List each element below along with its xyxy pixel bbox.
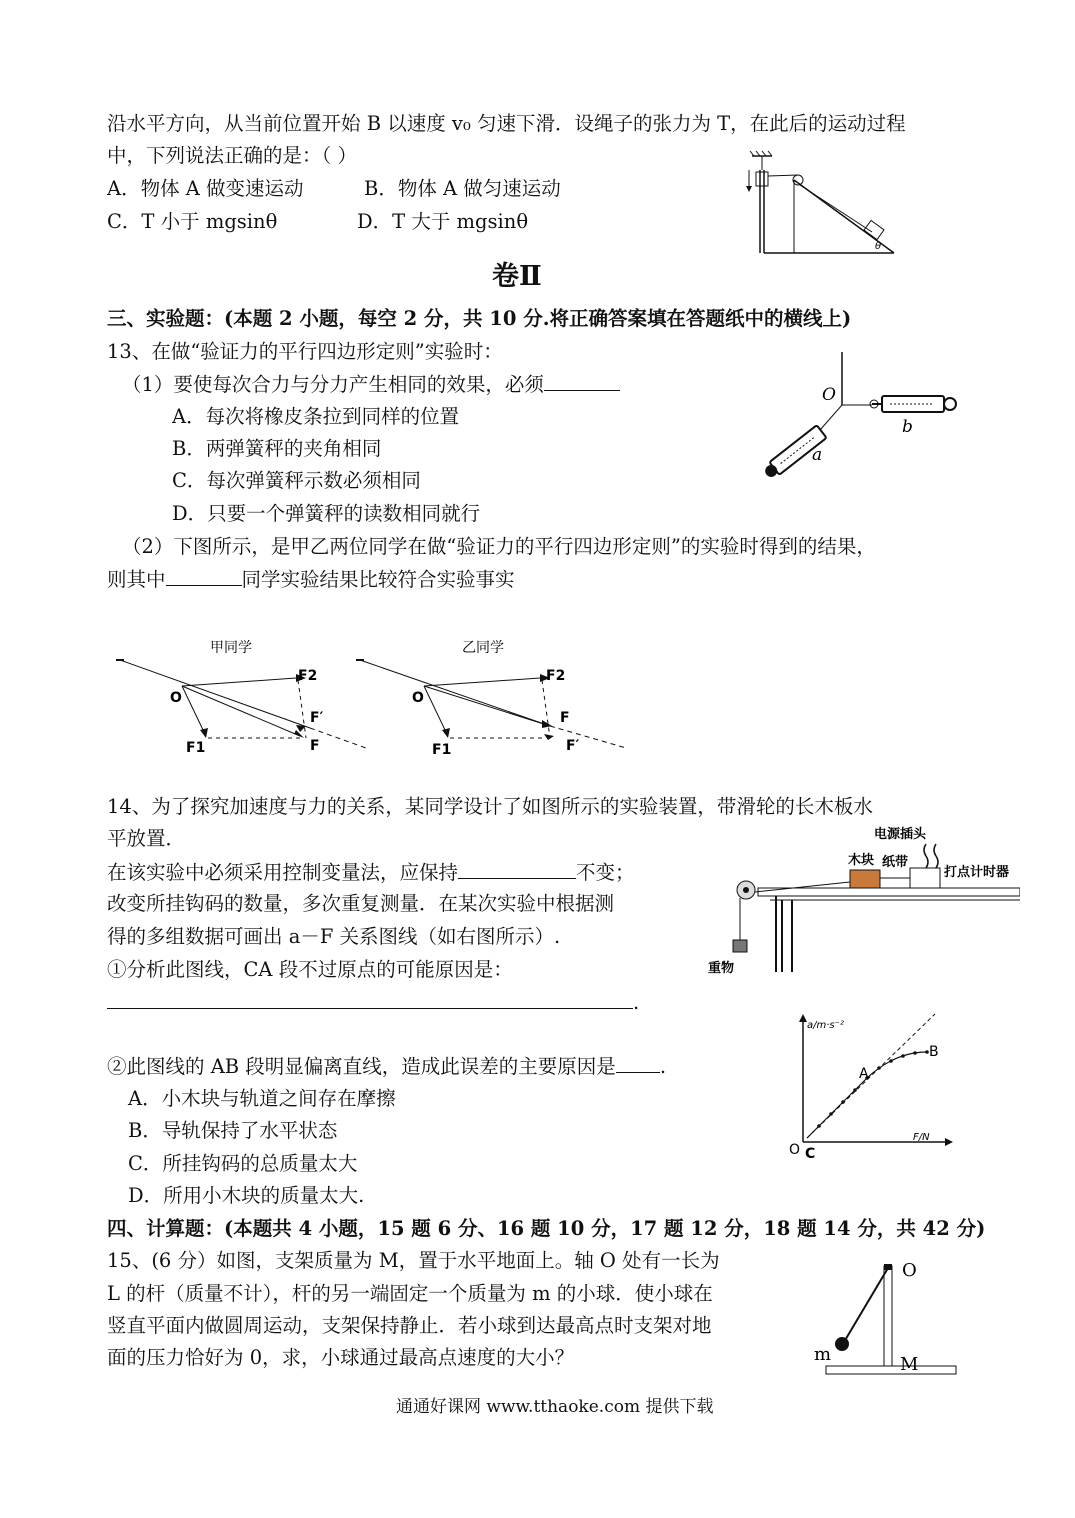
- q14-answer-blank-2[interactable]: [107, 990, 633, 1009]
- q15-line4: 面的压力恰好为 0，求，小球通过最高点速度的大小？: [107, 1346, 575, 1369]
- q13-part2-line2: 则其中 同学实验结果比较符合实验事实: [107, 568, 515, 591]
- q13-part1: （1）要使每次合力与分力产生相同的效果，必须: [122, 372, 620, 397]
- q13-option-b: B．两弹簧秤的夹角相同: [172, 437, 382, 460]
- q12-option-d: D．T 大于 mgsinθ: [357, 210, 529, 233]
- yi-label-o: O: [412, 690, 424, 706]
- q12-option-c: C．T 小于 mgsinθ: [107, 210, 278, 233]
- q14-line5: 得的多组数据可画出 a－F 关系图线（如右图所示）.: [107, 925, 561, 948]
- q14-apparatus-figure: [700, 822, 1020, 982]
- graph-point-c: C: [805, 1146, 816, 1162]
- graph-ylabel: a/m·s⁻²: [807, 1020, 844, 1031]
- jia-label-o: O: [170, 690, 182, 706]
- q14-line1: 14、为了探究加速度与力的关系，某同学设计了如图所示的实验装置，带滑轮的长木板水: [107, 795, 873, 818]
- yi-label-f1: F1: [432, 742, 452, 758]
- jia-label-f: F: [310, 738, 320, 754]
- graph-point-b: B: [929, 1044, 939, 1060]
- q14-sub1-blank-line: .: [107, 990, 639, 1015]
- q13-label-a: a: [812, 445, 823, 465]
- q13-parallelogram-figures: [110, 630, 830, 760]
- section-title: 卷Ⅱ: [492, 261, 542, 292]
- q15-label-big-m: M: [900, 1354, 919, 1375]
- q13-spring-scale-figure: [762, 350, 962, 480]
- yi-title: 乙同学: [462, 640, 504, 656]
- yi-label-fp: F′: [566, 738, 580, 754]
- apparatus-block: 木块: [848, 853, 875, 868]
- yi-label-f2: F2: [546, 668, 566, 684]
- q15-stand-figure: [808, 1258, 958, 1380]
- q13-option-a: A．每次将橡皮条拉到同样的位置: [172, 405, 460, 428]
- graph-origin-o: O: [789, 1142, 801, 1158]
- yi-label-f: F: [560, 710, 570, 726]
- q14-option-a: A．小木块与轨道之间存在摩擦: [128, 1087, 396, 1110]
- q14-af-graph: [785, 1012, 955, 1162]
- q15-label-o: O: [902, 1260, 917, 1281]
- q12-option-b: B．物体 A 做匀速运动: [364, 177, 561, 200]
- q13-answer-blank-2[interactable]: [166, 567, 242, 586]
- jia-label-fp: F′: [310, 710, 324, 726]
- q13-part2-line1: （2）下图所示，是甲乙两位同学在做“验证力的平行四边形定则”的实验时得到的结果，: [122, 535, 876, 558]
- q13-answer-blank-1[interactable]: [544, 372, 620, 391]
- q15-label-m: m: [814, 1344, 832, 1365]
- apparatus-weight: 重物: [708, 961, 735, 976]
- section3-header: 三、实验题：(本题 2 小题，每空 2 分，共 10 分.将正确答案填在答题纸中的横线上): [107, 307, 852, 330]
- q13-label-b: b: [902, 417, 913, 437]
- apparatus-timer: 打点计时器: [944, 865, 1010, 880]
- q12-figure: [738, 150, 898, 260]
- q13-stem: 13、在做“验证力的平行四边形定则”实验时：: [107, 340, 503, 363]
- q12-line1: 沿水平方向，从当前位置开始 B 以速度 v₀ 匀速下滑．设绳子的张力为 T，在此后的运动过程: [107, 112, 906, 135]
- q15-line3: 竖直平面内做圆周运动，支架保持静止．若小球到达最高点时支架对地: [107, 1314, 712, 1337]
- apparatus-tape: 纸带: [882, 855, 909, 870]
- graph-xlabel: F/N: [913, 1132, 930, 1143]
- graph-point-a: A: [859, 1066, 869, 1082]
- q14-line2: 平放置．: [107, 827, 186, 850]
- q14-line3: 在该实验中必须采用控制变量法，应保持 不变；: [107, 861, 635, 884]
- q13-option-c: C．每次弹簧秤示数必须相同: [172, 469, 421, 492]
- q14-sub2: ②此图线的 AB 段明显偏离直线，造成此误差的主要原因是 .: [107, 1055, 667, 1078]
- q14-answer-blank-1[interactable]: [458, 860, 576, 879]
- q15-line2: L 的杆（质量不计），杆的另一端固定一个质量为 m 的小球．使小球在: [107, 1282, 713, 1305]
- q14-option-d: D．所用小木块的质量太大.: [128, 1184, 365, 1207]
- q14-option-c: C．所挂钩码的总质量太大: [128, 1152, 358, 1175]
- q15-line1: 15、(6 分）如图，支架质量为 M，置于水平地面上。轴 O 处有一长为: [107, 1249, 720, 1272]
- q13-option-d: D．只要一个弹簧秤的读数相同就行: [172, 502, 481, 525]
- q12-option-a: A．物体 A 做变速运动: [107, 177, 304, 200]
- q14-line4: 改变所挂钩码的数量，多次重复测量．在某次实验中根据测: [107, 892, 615, 915]
- jia-label-f2: F2: [298, 668, 318, 684]
- q14-sub1: ①分析此图线，CA 段不过原点的可能原因是：: [107, 958, 513, 981]
- jia-title: 甲同学: [210, 640, 252, 656]
- page-footer: 通通好课网 www.tthaoke.com 提供下载: [396, 1397, 714, 1417]
- q12-line2: 中，下列说法正确的是：（ ）: [107, 144, 357, 167]
- q12-theta-label: θ: [875, 241, 882, 252]
- q13-point-o: O: [822, 385, 836, 405]
- q14-option-b: B．导轨保持了水平状态: [128, 1119, 338, 1142]
- section4-header: 四、计算题：(本题共 4 小题，15 题 6 分、16 题 10 分，17 题 12 分，18 题 14 分，共 42 分): [107, 1217, 986, 1240]
- apparatus-power-plug: 电源插头: [874, 827, 927, 842]
- jia-label-f1: F1: [186, 740, 206, 756]
- q14-answer-blank-3[interactable]: [616, 1054, 660, 1073]
